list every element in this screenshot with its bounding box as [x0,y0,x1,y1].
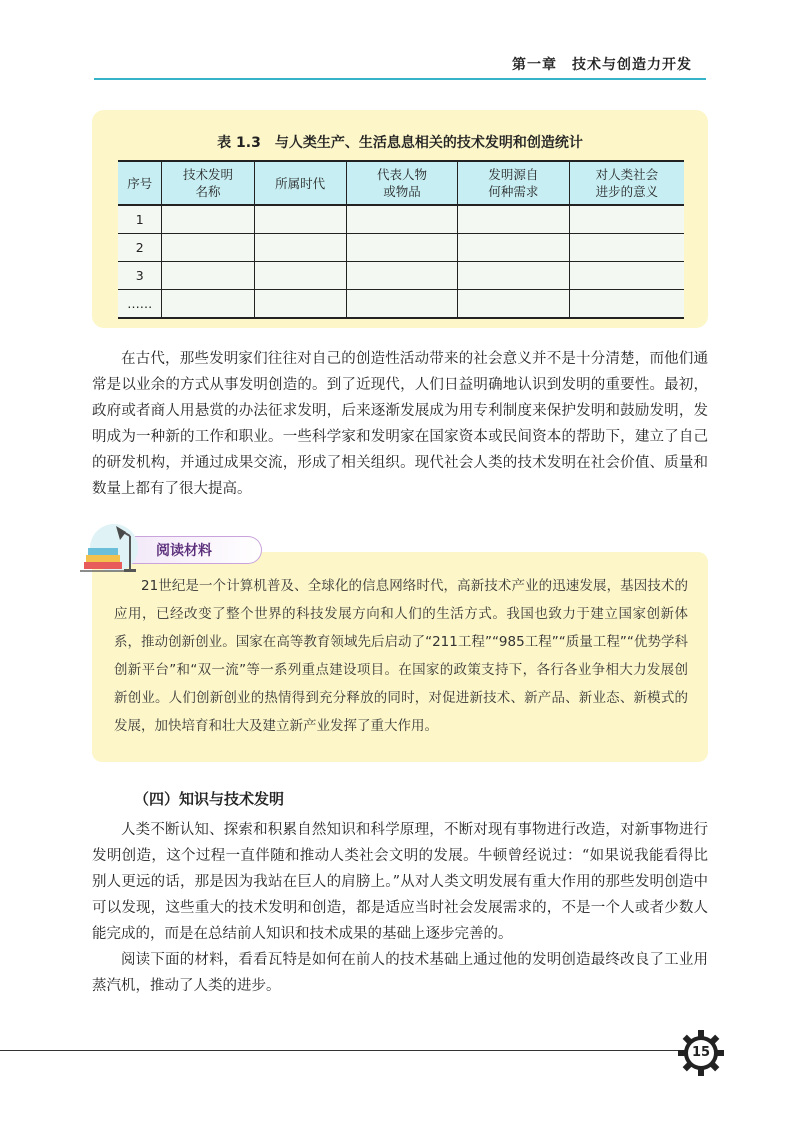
table-cell [569,234,684,262]
table-cell: …… [118,290,162,319]
table-header-cell: 序号 [118,161,162,205]
table-row [118,290,684,319]
page-number: 15 [691,1045,711,1060]
statistics-table [118,160,684,319]
table-header-cell: 所属时代 [254,161,346,205]
table-cell [569,205,684,234]
table-cell [346,234,457,262]
table-header-cell: 代表人物 或物品 [346,161,457,205]
reading-paragraph: 21世纪是一个计算机普及、全球化的信息网络时代，高新技术产业的迅速发展，基因技术的应用，已经改变了整个世界的科技发展方向和人们的生活方式。我国也致力于建立国家创新体系，推动创新创业。国家在高等教育领域先后启动了“211工程”“985工程”“质量工程”“优势学科创新平台”和“双一流”等一系列重点建设项目。在国家的政策支持下，各行各业争相大力发展创新创业。人们创新创业的热情得到充分释放的同时，对促进新技术、新产品、新业态、新模式的发展，加快培育和壮大及建立新产业发挥了重大作用。 [114,578,688,734]
table-cell [254,205,346,234]
table-cell: 2 [118,234,162,262]
table-caption: 表 1.3 与人类生产、生活息息相关的技术发明和创造统计 [217,135,583,151]
section-body [92,817,708,999]
table-cell [254,262,346,290]
reading-material-text [114,572,688,740]
table-cell [346,290,457,319]
table-header-cell: 发明源自 何种需求 [458,161,569,205]
paragraph-text: 阅读下面的材料，看看瓦特是如何在前人的技术基础上通过他的发明创造最终改良了工业用蒸汽机，推动了人类的进步。 [92,952,708,994]
table-row [118,262,684,290]
table-cell: 3 [118,262,162,290]
reading-material-box [92,552,708,762]
table-header-cell: 技术发明 名称 [162,161,254,205]
table-header-cell: 对人类社会 进步的意义 [569,161,684,205]
table-cell [458,262,569,290]
table-row [118,205,684,234]
footer-rule [0,1050,690,1051]
table-cell: 1 [118,205,162,234]
table-cell [346,262,457,290]
table-cell [254,290,346,319]
paragraph-text: 人类不断认知、探索和积累自然知识和科学原理，不断对现有事物进行改造，对新事物进行发明创造，这个过程一直伴随和推动人类社会文明的发展。牛顿曾经说过：“如果说我能看得比别人更远的话，那是因为我站在巨人的肩膀上。”从对人类文明发展有重大作用的那些发明创造中可以发现，这些重大的技术发明和创造，都是适应当时社会发展需求的，不是一个人或者少数人能完成的，而是在总结前人知识和技术成果的基础上逐步完善的。 [92,822,708,942]
paragraph-text: 在古代，那些发明家们往往对自己的创造性活动带来的社会意义并不是十分清楚，而他们通常是以业余的方式从事发明创造的。到了近现代，人们日益明确地认识到发明的重要性。最初，政府或者商人用悬赏的办法征求发明，后来逐渐发展成为用专利制度来保护发明和鼓励发明，发明成为一种新的工作和职业。一些科学家和发明家在国家资本或民间资本的帮助下，建立了自己的研发机构，并通过成果交流，形成了相关组织。现代社会人类的技术发明在社会价值、质量和数量上都有了很大提高。 [92,351,708,497]
table-cell [162,205,254,234]
header-rule [94,78,706,80]
table-cell [254,234,346,262]
chapter-title: 第一章 技术与创造力开发 [512,57,692,73]
table-row [118,234,684,262]
books-lamp-icon [76,522,140,580]
reading-material-label: 阅读材料 [120,536,262,564]
statistics-table-box [92,110,708,328]
table-cell [162,262,254,290]
table-cell [569,290,684,319]
body-paragraph [92,346,708,502]
table-cell [162,234,254,262]
table-cell [458,205,569,234]
table-cell [458,290,569,319]
section-heading: （四）知识与技术发明 [134,790,285,808]
table-cell [162,290,254,319]
table-cell [569,262,684,290]
table-cell [346,205,457,234]
table-cell [458,234,569,262]
